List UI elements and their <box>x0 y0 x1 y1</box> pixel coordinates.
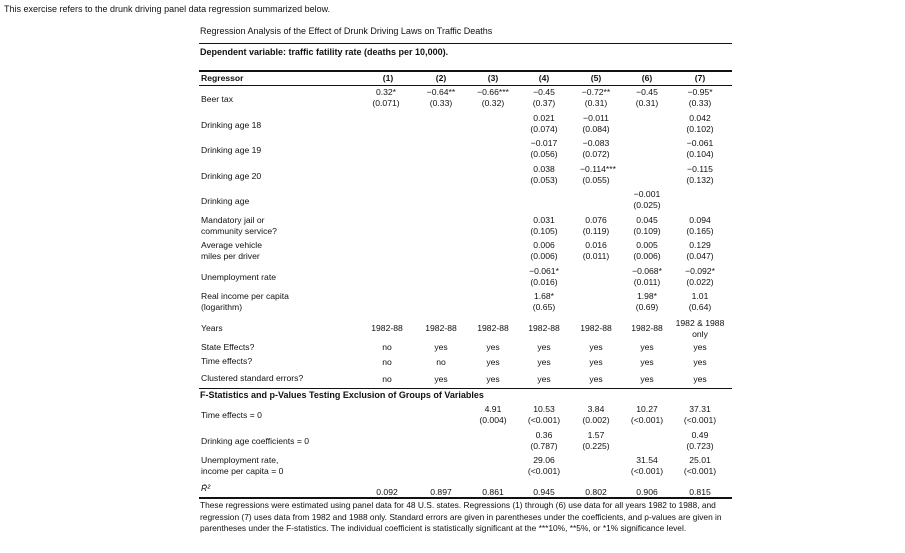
table-cell: (0.31) <box>635 98 659 108</box>
table-cell: yes <box>693 342 707 352</box>
table-cell: 10.53 <box>533 404 555 414</box>
table-cell: (0.33) <box>429 98 453 108</box>
table-cell: (0.011) <box>582 251 610 261</box>
table-cell: (0.071) <box>372 98 400 108</box>
table-cell: 0.016 <box>585 240 607 250</box>
ftest-time-label: Time effects = 0 <box>201 410 262 420</box>
table-cell: −0.45 <box>636 87 658 97</box>
col-5-header: (5) <box>590 73 602 83</box>
table-cell: yes <box>434 374 448 384</box>
state-effects-label: State Effects? <box>201 342 255 352</box>
vehicle-miles-label-2: miles per driver <box>201 251 260 261</box>
table-cell: −0.001 <box>633 189 661 199</box>
table-cell: no <box>382 374 392 384</box>
col-4-header: (4) <box>538 73 550 83</box>
table-cell: 1982-88 <box>371 323 403 333</box>
table-cell: yes <box>589 357 603 367</box>
table-cell: (0.072) <box>582 149 610 159</box>
table-cell: (0.055) <box>582 175 610 185</box>
table-cell: (0.787) <box>530 441 558 451</box>
table-cell: (0.723) <box>686 441 714 451</box>
table-cell: (0.32) <box>481 98 505 108</box>
table-cell: 1.68* <box>533 291 555 301</box>
regressor-header: Regressor <box>201 73 244 83</box>
table-cell: (0.64) <box>688 302 712 312</box>
table-cell: yes <box>589 342 603 352</box>
table-cell: yes <box>537 342 551 352</box>
table-cell: 0.045 <box>636 215 658 225</box>
table-cell: yes <box>640 342 654 352</box>
rule-thick <box>199 70 732 72</box>
table-cell: 3.84 <box>587 404 605 414</box>
table-cell: −0.061* <box>529 266 559 276</box>
table-cell: yes <box>486 357 500 367</box>
col-6-header: (6) <box>641 73 653 83</box>
table-cell: yes <box>693 357 707 367</box>
unemployment-label: Unemployment rate <box>201 272 276 282</box>
table-cell: (<0.001) <box>630 466 664 476</box>
table-cell: (0.002) <box>582 415 610 425</box>
table-cell: 37.31 <box>689 404 711 414</box>
table-cell: −0.011 <box>583 113 609 123</box>
table-cell: (0.004) <box>479 415 507 425</box>
drinking-age-18-label: Drinking age 18 <box>201 120 262 130</box>
table-cell: (0.053) <box>530 175 558 185</box>
table-cell: 0.006 <box>533 240 555 250</box>
table-title: Regression Analysis of the Effect of Drunk Driving Laws on Traffic Deaths <box>200 26 493 36</box>
table-cell: −0.068* <box>632 266 662 276</box>
table-cell: (0.119) <box>582 226 610 236</box>
table-cell: no <box>436 357 446 367</box>
mandatory-jail-label-2: community service? <box>201 226 277 236</box>
table-cell: 10.27 <box>636 404 658 414</box>
rule-header <box>199 85 732 86</box>
table-cell: (<0.001) <box>683 415 717 425</box>
table-cell: (0.047) <box>686 251 714 261</box>
table-cell: 1.98* <box>636 291 658 301</box>
drinking-age-19-label: Drinking age 19 <box>201 145 262 155</box>
ftest-age-label: Drinking age coefficients = 0 <box>201 436 310 446</box>
table-cell: (0.025) <box>633 200 661 210</box>
table-cell: yes <box>640 357 654 367</box>
table-cell: 0.094 <box>689 215 711 225</box>
table-cell: (0.225) <box>582 441 610 451</box>
table-cell: 0.861 <box>482 487 504 497</box>
income-label: Real income per capita <box>201 291 289 301</box>
table-cell: 0.092 <box>376 487 398 497</box>
table-cell: no <box>382 342 392 352</box>
table-cell: 31.54 <box>636 455 658 465</box>
table-cell: yes <box>693 374 707 384</box>
table-cell: −0.061 <box>686 138 714 148</box>
col-1-header: (1) <box>382 73 394 83</box>
table-cell: (<0.001) <box>527 466 561 476</box>
table-cell: 4.91 <box>484 404 502 414</box>
table-cell: −0.66*** <box>477 87 509 97</box>
r2-label: R̄² <box>201 483 211 493</box>
table-cell: no <box>382 357 392 367</box>
table-cell: 1982 & 1988 <box>675 318 725 328</box>
table-cell: 0.005 <box>636 240 658 250</box>
table-cell: −0.95* <box>687 87 713 97</box>
table-cell: (0.165) <box>686 226 714 236</box>
table-cell: 1982-88 <box>631 323 663 333</box>
table-cell: (0.104) <box>686 149 714 159</box>
mandatory-jail-label: Mandatory jail or <box>201 215 265 225</box>
drinking-age-label: Drinking age <box>201 196 250 206</box>
table-cell: (0.65) <box>532 302 556 312</box>
table-cell: yes <box>537 374 551 384</box>
table-cell: 0.36 <box>535 430 553 440</box>
years-label: Years <box>201 323 223 333</box>
clustered-se-label: Clustered standard errors? <box>201 373 304 383</box>
col-2-header: (2) <box>435 73 447 83</box>
table-cell: (0.084) <box>582 124 610 134</box>
ftest-unemp-label-2: income per capita = 0 <box>201 466 284 476</box>
table-cell: 0.897 <box>430 487 452 497</box>
ftest-unemp-label: Unemployment rate, <box>201 455 279 465</box>
table-cell: 0.945 <box>533 487 555 497</box>
table-cell: (0.33) <box>688 98 712 108</box>
table-cell: yes <box>640 374 654 384</box>
dependent-variable: Dependent variable: traffic fatility rate (deaths per 10,000). <box>200 47 449 57</box>
table-cell: 29.06 <box>533 455 555 465</box>
table-cell: 0.906 <box>636 487 658 497</box>
table-cell: 1.57 <box>587 430 605 440</box>
table-cell: yes <box>486 342 500 352</box>
income-label-2: (logarithm) <box>201 302 243 312</box>
rule-ftest <box>199 388 732 389</box>
col-7-header: (7) <box>694 73 706 83</box>
table-footnote: These regressions were estimated using panel data for 48 U.S. states. Regressions (1) through (6) use data for all years 1982 to 1988, and regression (7) uses data from 1982 and 1988 only. Standard errors are given in parentheses under the coefficients, and p-values are given in parentheses under the F-statistics. The individual coefficient is statistically significant at the ***10%, **5%, or *1% significance level. <box>200 500 722 533</box>
table-cell: −0.114*** <box>580 164 616 174</box>
table-cell: (<0.001) <box>630 415 664 425</box>
table-cell: (0.006) <box>633 251 661 261</box>
table-cell: −0.72** <box>581 87 611 97</box>
table-cell: 0.021 <box>533 113 555 123</box>
table-cell: 0.32* <box>375 87 397 97</box>
table-cell: 0.49 <box>691 430 709 440</box>
table-cell: yes <box>486 374 500 384</box>
table-cell: yes <box>434 342 448 352</box>
table-cell: (0.109) <box>633 226 661 236</box>
time-effects-label: Time effects? <box>201 356 253 366</box>
intro-text: This exercise refers to the drunk driving panel data regression summarized below. <box>4 4 331 14</box>
rule-bottom <box>199 497 732 499</box>
table-cell: yes <box>537 357 551 367</box>
table-cell: (<0.001) <box>527 415 561 425</box>
table-cell: yes <box>589 374 603 384</box>
table-cell: 0.042 <box>689 113 711 123</box>
table-cell: 1982-88 <box>580 323 612 333</box>
ftest-heading: F-Statistics and p-Values Testing Exclusion of Groups of Variables <box>200 390 484 400</box>
table-cell: 0.031 <box>533 215 555 225</box>
col-3-header: (3) <box>487 73 499 83</box>
table-cell: (0.37) <box>532 98 556 108</box>
table-cell: (0.016) <box>530 277 558 287</box>
table-cell: 1982-88 <box>425 323 457 333</box>
table-cell: (0.022) <box>686 277 714 287</box>
table-cell: only <box>692 329 708 339</box>
table-cell: −0.083 <box>582 138 610 148</box>
table-cell: (0.69) <box>635 302 659 312</box>
table-cell: 0.802 <box>585 487 607 497</box>
table-cell: −0.092* <box>685 266 715 276</box>
table-cell: 0.129 <box>689 240 711 250</box>
drinking-age-20-label: Drinking age 20 <box>201 171 262 181</box>
table-cell: −0.017 <box>530 138 558 148</box>
table-cell: (0.31) <box>584 98 608 108</box>
table-cell: 0.076 <box>585 215 607 225</box>
rule-top <box>199 43 732 44</box>
table-cell: −0.45 <box>533 87 555 97</box>
table-cell: 1982-88 <box>477 323 509 333</box>
table-cell: −0.64** <box>426 87 456 97</box>
table-cell: 0.038 <box>533 164 555 174</box>
table-cell: 1982-88 <box>528 323 560 333</box>
table-cell: (<0.001) <box>683 466 717 476</box>
table-cell: (0.105) <box>530 226 558 236</box>
beer-tax-label: Beer tax <box>201 94 234 104</box>
table-cell: (0.074) <box>530 124 558 134</box>
table-cell: (0.011) <box>633 277 661 287</box>
table-cell: 25.01 <box>689 455 711 465</box>
table-cell: −0.115 <box>687 164 713 174</box>
table-cell: (0.102) <box>686 124 714 134</box>
table-cell: 0.815 <box>689 487 711 497</box>
table-cell: (0.132) <box>686 175 714 185</box>
table-cell: (0.056) <box>530 149 558 159</box>
table-cell: 1.01 <box>691 291 709 301</box>
table-cell: (0.006) <box>530 251 558 261</box>
vehicle-miles-label: Average vehicle <box>201 240 262 250</box>
